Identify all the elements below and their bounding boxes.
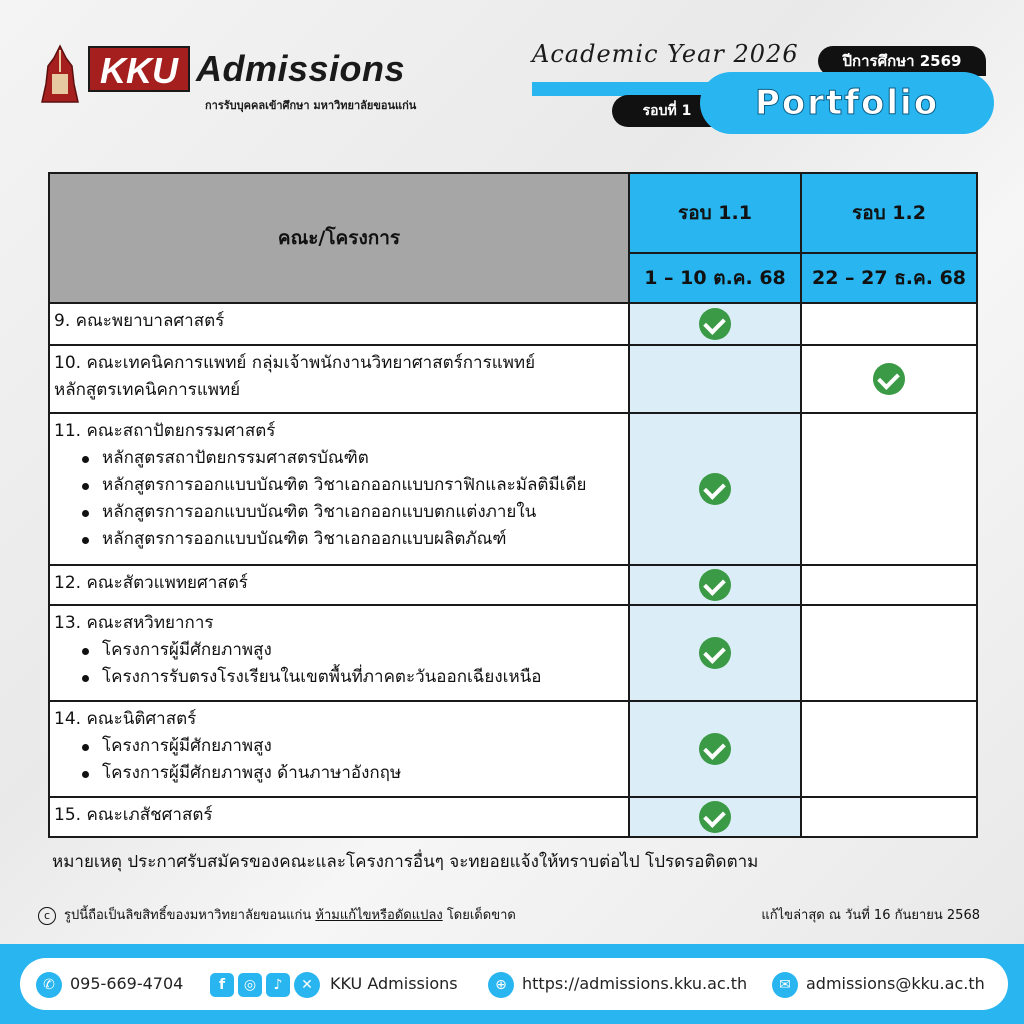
footer-social[interactable] [210,971,458,998]
round-1-1-cell [629,565,801,605]
faculty-cell [49,797,629,837]
check-icon [699,569,731,601]
brand-logo [40,40,440,110]
round-1-2-cell [801,413,977,565]
program-item: โครงการผู้มีศักยภาพสูง [80,733,624,760]
table-row [49,303,977,345]
mail-icon: ✉ [772,972,798,998]
round-1-1-cell [629,345,801,413]
copyright-text-end: โดยเด็ดขาด [442,908,516,923]
program-item: โครงการรับตรงโรงเรียนในเขตพื้นที่ภาคตะวันออกเฉียงเหนือ [80,664,624,691]
round-1-1-cell [629,303,801,345]
footer-website[interactable] [488,971,747,998]
program-list [54,637,624,691]
program-item: หลักสูตรการออกแบบบัณฑิต วิชาเอกออกแบบตกแต่งภายใน [80,499,624,526]
footer-email[interactable] [772,971,985,998]
faculty-title: 10. คณะเทคนิคการแพทย์ กลุ่มเจ้าพนักงานวิทยาศาสตร์การแพทย์ [54,353,536,373]
copyright-warning: ห้ามแก้ไขหรือดัดแปลง [315,908,443,923]
check-icon [699,473,731,505]
round-badge: รอบที่ 1 [612,95,722,127]
table-row [49,605,977,701]
footer-phone[interactable] [36,971,183,998]
round-1-2-cell [801,797,977,837]
website-url: https://admissions.kku.ac.th [522,974,748,993]
accent-line [532,82,722,96]
x-icon[interactable]: ✕ [294,972,320,998]
round-1-1-cell [629,701,801,797]
brand-admissions: Admissions [196,48,406,89]
copyright-icon: c [38,907,56,925]
faculty-title: 12. คณะสัตวแพทยศาสตร์ [54,573,248,593]
facebook-icon[interactable]: f [210,973,234,997]
round-1-1-cell [629,413,801,565]
faculty-cell [49,345,629,413]
round-1-2-cell [801,605,977,701]
round-1-2-cell [801,345,977,413]
round-1-2-cell [801,701,977,797]
date-round-1-1: 1 – 10 ต.ค. 68 [629,253,801,303]
faculty-title: 15. คณะเภสัชศาสตร์ [54,805,213,825]
faculty-cell [49,413,629,565]
check-icon [699,637,731,669]
faculty-cell [49,605,629,701]
program-item: หลักสูตรสถาปัตยกรรมศาสตรบัณฑิต [80,445,624,472]
col-header-round-1-1: รอบ 1.1 [629,173,801,253]
faculty-cell [49,303,629,345]
program-item: โครงการผู้มีศักยภาพสูง [80,637,624,664]
check-icon [699,733,731,765]
program-list [54,733,624,787]
faculty-title: 13. คณะสหวิทยาการ [54,613,214,633]
brand-subtitle: การรับบุคคลเข้าศึกษา มหาวิทยาลัยขอนแก่น [205,99,417,112]
table-row [49,345,977,413]
footer-contact-pill [20,958,1008,1010]
round-1-1-cell [629,797,801,837]
last-updated: แก้ไขล่าสุด ณ วันที่ 16 กันยายน 2568 [761,908,980,923]
table-row [49,565,977,605]
faculty-title: 14. คณะนิติศาสตร์ [54,709,197,729]
col-header-faculty: คณะ/โครงการ [49,173,629,303]
copyright-notice [38,904,516,925]
faculty-line: หลักสูตรเทคนิคการแพทย์ [54,380,241,400]
check-icon [699,308,731,340]
round-1-2-cell [801,303,977,345]
faculty-title: 9. คณะพยาบาลศาสตร์ [54,311,225,331]
instagram-icon[interactable]: ◎ [238,973,262,997]
table-row [49,797,977,837]
tiktok-icon[interactable]: ♪ [266,973,290,997]
table-row [49,413,977,565]
col-header-round-1-2: รอบ 1.2 [801,173,977,253]
phone-icon: ✆ [36,972,62,998]
check-icon [699,801,731,833]
footer-bar [0,944,1024,1024]
phone-number: 095-669-4704 [70,974,184,993]
faculty-cell [49,701,629,797]
program-item: หลักสูตรการออกแบบบัณฑิต วิชาเอกออกแบบผลิตภัณฑ์ [80,526,624,553]
social-handle: KKU Admissions [330,974,458,993]
schedule-table [48,172,978,838]
email-address: admissions@kku.ac.th [806,974,985,993]
faculty-cell [49,565,629,605]
academic-year: Academic Year 2026 [532,40,799,68]
brand-kku: KKU [88,46,190,92]
note-text: หมายเหตุ ประกาศรับสมัครของคณะและโครงการอื่นๆ จะทยอยแจ้งให้ทราบต่อไป โปรดรอติดตาม [52,852,759,872]
date-round-1-2: 22 – 27 ธ.ค. 68 [801,253,977,303]
program-list [54,445,624,553]
program-item: โครงการผู้มีศักยภาพสูง ด้านภาษาอังกฤษ [80,760,624,787]
table-row [49,701,977,797]
seal-icon [40,44,80,104]
thai-year-badge: ปีการศึกษา 2569 [818,46,986,76]
copyright-text: รูปนี้ถือเป็นลิขสิทธิ์ของมหาวิทยาลัยขอนแก่น [64,908,316,923]
round-1-2-cell [801,565,977,605]
globe-icon: ⊕ [488,972,514,998]
portfolio-badge: Portfolio [700,72,994,134]
round-1-1-cell [629,605,801,701]
faculty-title: 11. คณะสถาปัตยกรรมศาสตร์ [54,421,276,441]
check-icon [873,363,905,395]
program-item: หลักสูตรการออกแบบบัณฑิต วิชาเอกออกแบบกราฟิกและมัลติมีเดีย [80,472,624,499]
